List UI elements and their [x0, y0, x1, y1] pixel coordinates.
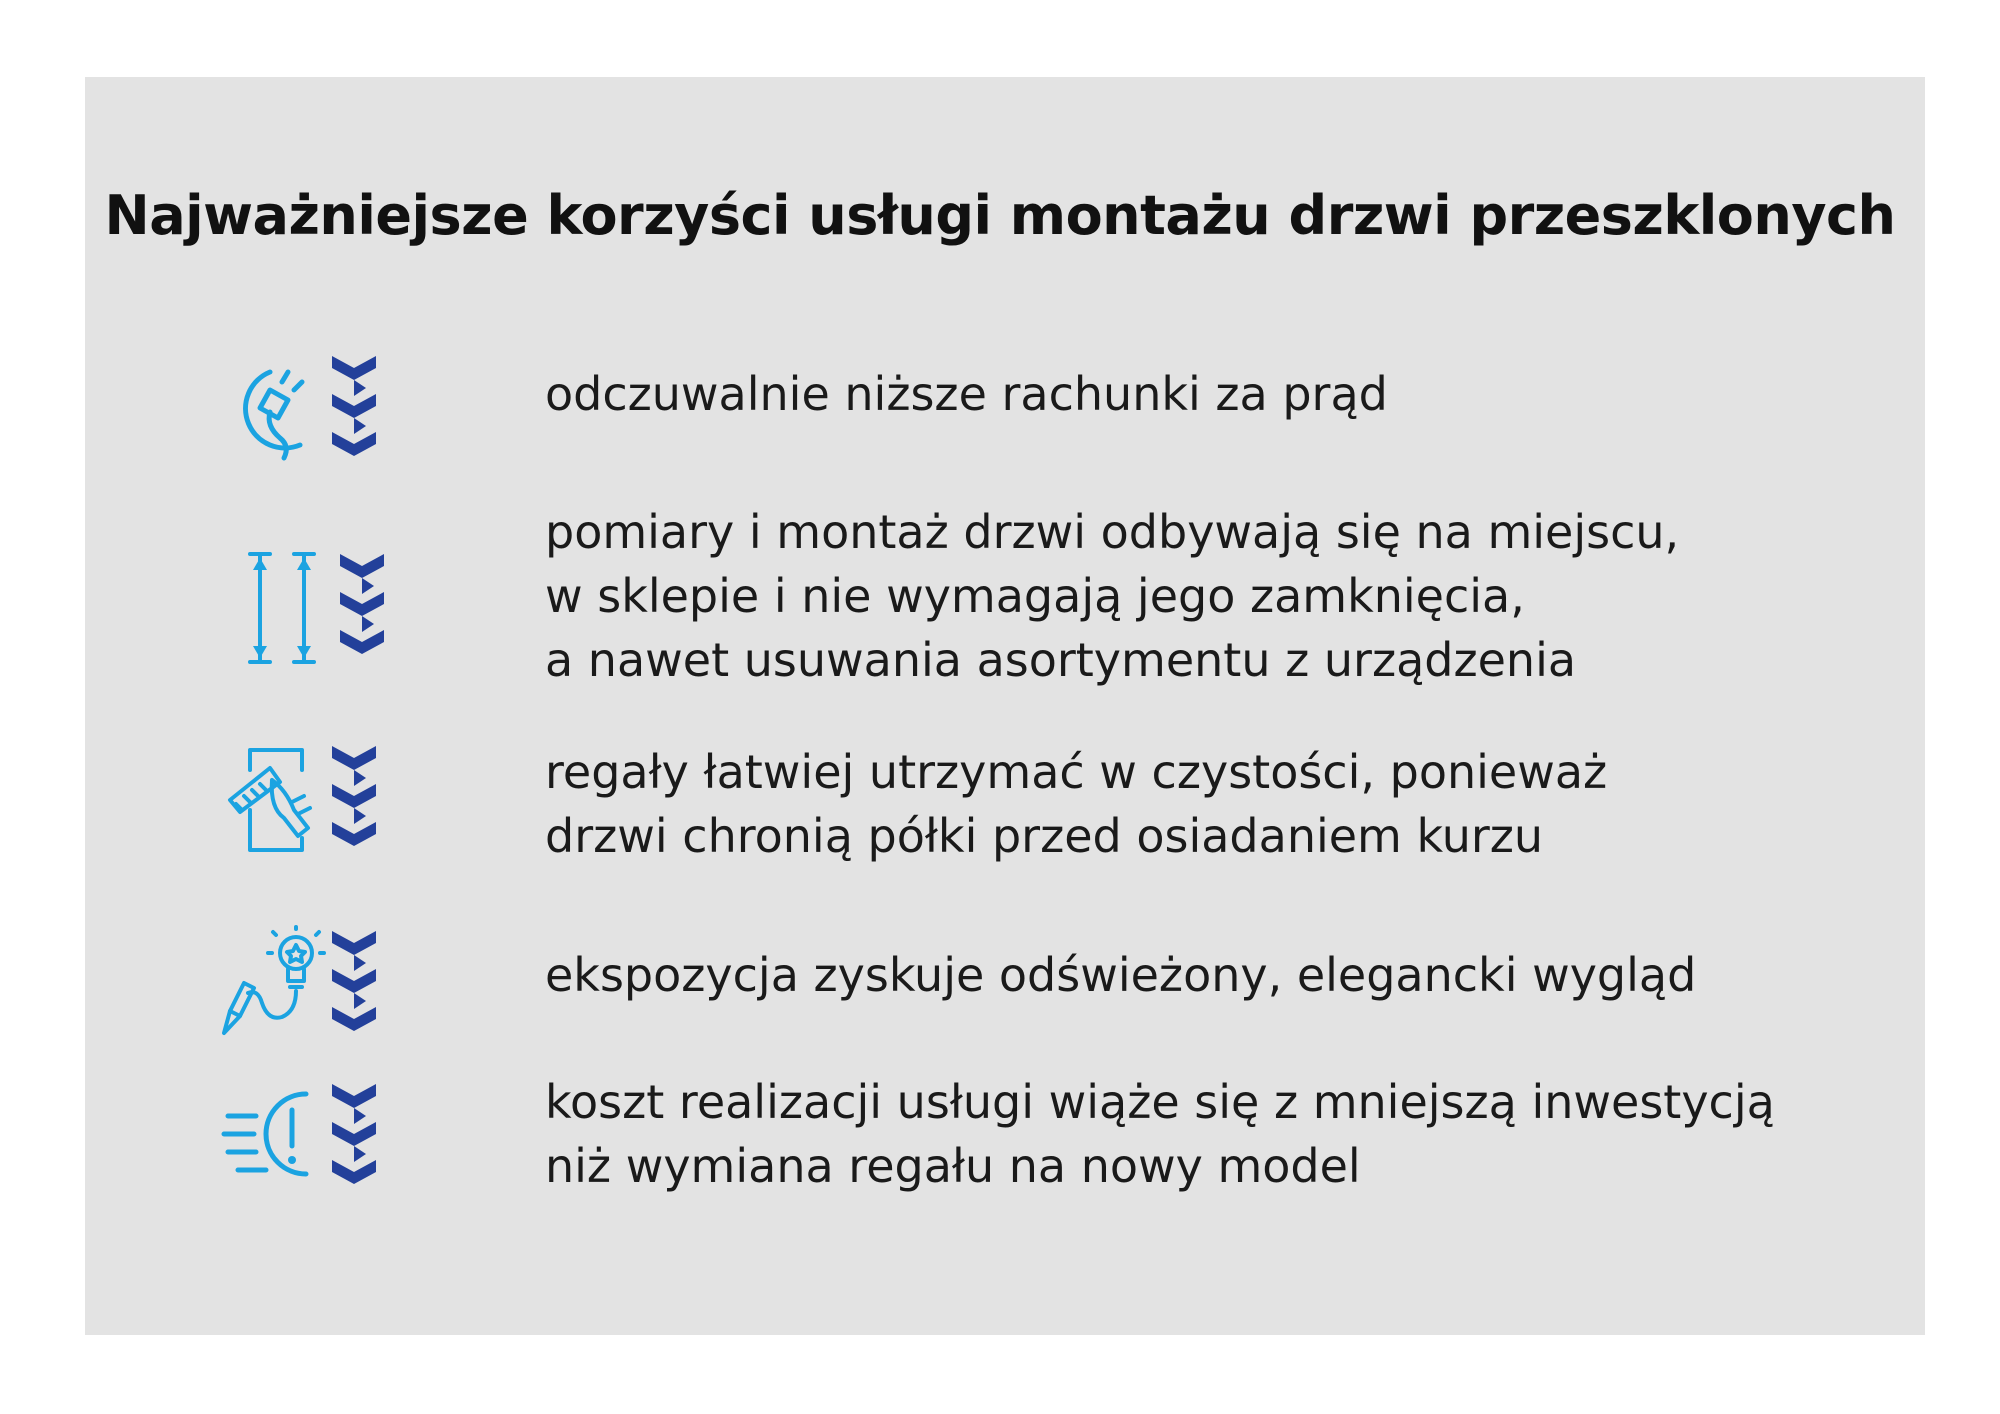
fast-cost-icon [220, 1080, 400, 1200]
benefit-text-line: drzwi chronią półki przed osiadaniem kurzu [545, 809, 1544, 863]
benefit-text-line: koszt realizacji usługi wiąże się z mniejszą inwestycją [545, 1075, 1775, 1129]
benefit-text-line: niż wymiana regału na nowy model [545, 1139, 1361, 1193]
page-title: Najważniejsze korzyści usługi montażu drzwi przeszklonych [104, 184, 1896, 247]
energy-plug-icon [220, 350, 400, 470]
cleaning-icon [220, 740, 400, 860]
benefit-text-line: ekspozycja zyskuje odświeżony, elegancki wygląd [545, 948, 1697, 1002]
benefit-text-line: a nawet usuwania asortymentu z urządzenia [545, 633, 1577, 687]
idea-bulb-icon [220, 925, 400, 1045]
measure-arrows-icon [220, 548, 400, 668]
benefit-text-line: odczuwalnie niższe rachunki za prąd [545, 367, 1388, 421]
benefit-text-line: pomiary i montaż drzwi odbywają się na miejscu, [545, 505, 1680, 559]
benefit-text-line: w sklepie i nie wymagają jego zamknięcia, [545, 569, 1525, 623]
benefit-text-line: regały łatwiej utrzymać w czystości, ponieważ [545, 745, 1608, 799]
